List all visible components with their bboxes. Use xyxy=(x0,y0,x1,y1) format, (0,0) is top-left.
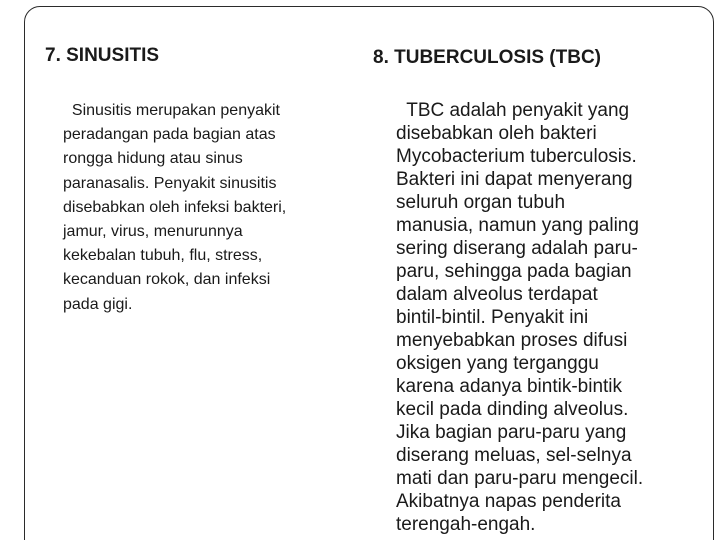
text-line: kecil pada dinding alveolus. xyxy=(396,399,629,420)
text-line: mati dan paru-paru mengecil. xyxy=(396,468,644,489)
text-line: disebabkan oleh bakteri xyxy=(396,123,597,144)
text-line: Mycobacterium tuberculosis. xyxy=(396,146,637,167)
text-line: Akibatnya napas penderita xyxy=(396,491,621,512)
text-line: sering diserang adalah paru- xyxy=(396,238,638,259)
text-line: seluruh organ tubuh xyxy=(396,192,566,213)
text-line: kekebalan tubuh, flu, stress, xyxy=(63,247,263,265)
text-line: dalam alveolus terdapat xyxy=(396,284,598,305)
text-line: jamur, virus, menurunnya xyxy=(63,223,243,241)
text-line: karena adanya bintik-bintik xyxy=(396,376,623,397)
text-line: oksigen yang terganggu xyxy=(396,353,599,374)
text-line: Bakteri ini dapat menyerang xyxy=(396,169,633,190)
text-line: paru, sehingga pada bagian xyxy=(396,261,632,282)
text-line: pada gigi. xyxy=(63,295,133,313)
text-line: bintil-bintil. Penyakit ini xyxy=(396,307,589,328)
paragraph-tuberculosis xyxy=(396,99,643,536)
text-line: kecanduan rokok, dan infeksi xyxy=(63,271,271,289)
heading-sinusitis: 7. SINUSITIS xyxy=(45,45,160,66)
text-line: manusia, namun yang paling xyxy=(396,215,639,236)
text-line: TBC adalah penyakit yang xyxy=(396,100,630,121)
text-line: paranasalis. Penyakit sinusitis xyxy=(63,174,277,192)
text-line: peradangan pada bagian atas xyxy=(63,126,276,144)
text-line: Jika bagian paru-paru yang xyxy=(396,422,627,443)
text-line: rongga hidung atau sinus xyxy=(63,150,243,168)
text-line: terengah-engah. xyxy=(396,514,536,535)
text-line: diserang meluas, sel-selnya xyxy=(396,445,632,466)
text-line: Sinusitis merupakan penyakit xyxy=(63,102,280,119)
text-line: menyebabkan proses difusi xyxy=(396,330,628,351)
paragraph-sinusitis xyxy=(63,99,286,317)
text-line: disebabkan oleh infeksi bakteri, xyxy=(63,198,287,216)
heading-tuberculosis: 8. TUBERCULOSIS (TBC) xyxy=(373,47,601,68)
